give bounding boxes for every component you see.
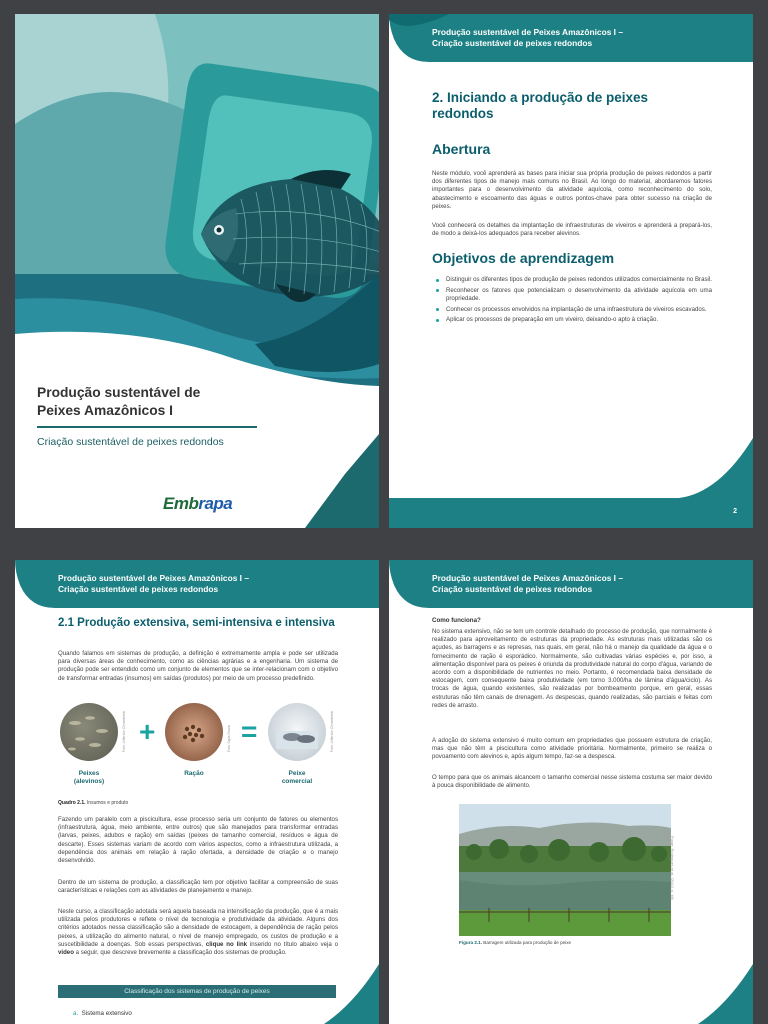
objective-item: Conhecer os processos envolvidos na implantação de uma infraestrutura de viveiros escavados. xyxy=(432,306,712,314)
paragraph: No sistema extensivo, não se tem um controle detalhado do processo de produção, que normalmente é realizado para aproveitamento de estruturas da propriedade. As estruturas mais utilizadas são os açudes, as barragens e as represas, nas quais, em geral, não há o manejo da qualidade da água e o fornecimento de ração é esporádico. Normalmente, são cultivadas várias espécies e, por isso, a alimentação disponível para os peixes é oriunda da produtividade natural do corpo d'água, variando de acordo com a disponibilidade de nutrientes no meio. Portanto, é recomendada baixa densidade de estocagem, com consequente baixa produtividade (em torno 3.000/ha de lâmina d'água/ciclo). As trocas de água, quando existentes, são realizadas por bombeamento porque, em geral, essas estruturas não têm canais de drenagem. As despescas, quando realizadas, são parciais e feitas com redes de arrasto. xyxy=(432,628,712,709)
commercial-fish-image xyxy=(268,703,326,761)
header-line2: Criação sustentável de peixes redondos xyxy=(432,37,593,48)
paragraph-text: Neste curso, a classificação adotada será aquela baseada na intensificação da produção, que é a mais utilizada pelos produtores e reflete o nível de tecnologia e produtividade da atividade. Alguns dos critérios adotados nessa classificação são a densidade de estocagem, a dependência de ração pelos peixes, a utilização do alimento natural, o nível de manejo empregado, os custos de produção e a suscetibilidade a doenças. Sob essas perspectivas, xyxy=(58,908,338,948)
list-item xyxy=(73,1010,132,1017)
footer-corner xyxy=(673,964,753,1024)
paragraph: A adoção do sistema extensivo é muito comum em propriedades que possuem estrutura de criação, mas que não têm a piscicultura como atividade prioritária. Normalmente, primeiro se realiza o povoamento com alevinos e, após algum tempo, faz-se a despesca. xyxy=(432,737,712,761)
objective-item: Reconhecer os fatores que potencializam o desenvolvimento da atividade aquícola em uma propriedade. xyxy=(432,287,712,303)
dam-photo xyxy=(459,804,671,936)
fingerlings-image xyxy=(60,703,118,761)
commercial-fish-label xyxy=(273,770,321,786)
label-line: comercial xyxy=(281,778,313,785)
paragraph: Quando falamos em sistemas de produção, a definição é extremamente ampla e pode ser utilizada para diversas áreas de conhecimento, como as ciências agrárias e a engenharia. Um sistema de produção pode ser entendido como um conjunto de elementos que se inter-relacionam com o objetivo de transformar entradas (insumos) em saídas (produtos) por meio de um processo predefinido. xyxy=(58,650,338,682)
header-text xyxy=(432,573,623,594)
header-line2: Criação sustentável de peixes redondos xyxy=(58,583,219,594)
cover-title xyxy=(37,384,277,420)
paragraph: O tempo para que os animais alcancem o tamanho comercial nesse sistema costuma ser maior devido à pouca disponibilidade de alimento. xyxy=(432,774,712,790)
header-line1: Produção sustentável de Peixes Amazônicos I – xyxy=(58,573,249,583)
paragraph-text: a seguir, que descreve brevemente a classificação dos sistemas de produção. xyxy=(75,949,287,957)
cover-subtitle: Criação sustentável de peixes redondos xyxy=(37,436,224,448)
cover-title-line2: Peixes Amazônicos I xyxy=(37,403,173,418)
page-number: 2 xyxy=(733,508,737,515)
label-line: Peixes xyxy=(78,770,100,777)
feed-label: Ração xyxy=(184,770,204,777)
header-text xyxy=(432,27,623,48)
video-text: vídeo xyxy=(58,949,74,957)
label-line: Peixe xyxy=(288,770,306,777)
paragraph: Neste módulo, você aprenderá as bases para iniciar sua própria produção de peixes redondos a partir dos diferentes tipos de manejo mais comuns no Brasil. Ao longo do material, abordaremos fatores importantes para o desenvolvimento da atividade aquícola, como reconhecimento do solo, abastecimento e escoamento das águas e outros pontos-chave para obter sucesso na criação de peixes. xyxy=(432,170,712,210)
paragraph: Dentro de um sistema de produção, a classificação tem por objetivo facilitar a compreensão de suas características e relações com as atividades de planejamento e manejo. xyxy=(58,879,338,895)
objectives-list xyxy=(432,276,712,327)
fish-illustration xyxy=(181,144,379,304)
caption-text: Insumos e produto xyxy=(86,800,129,806)
fingerlings-photo xyxy=(60,703,118,761)
caption-label: Quadro 2.1. xyxy=(58,800,86,806)
footer-corner xyxy=(389,438,753,528)
equals-sign: = xyxy=(241,716,258,747)
classification-link-bar[interactable]: Classificação dos sistemas de produção de peixes xyxy=(58,985,336,998)
paragraph: Você conhecerá os detalhes da implantação de infraestruturas de viveiros e aprenderá a prepará-los, de modo a deixá-los adequados para receber alevinos. xyxy=(432,222,712,238)
embrapa-logo xyxy=(163,494,232,514)
header-line1: Produção sustentável de Peixes Amazônicos I – xyxy=(432,573,623,583)
paragraph: Fazendo um paralelo com a piscicultura, esse processo seria um conjunto de fatores ou elementos (infraestrutura, água, meio ambiente, entre outros) que são manejados para transformar entradas (larvas, peixes, adubos e ração) em saídas (peixes de tamanho comercial, resíduos e água de descarte). Esses sistemas variam de acordo com vários aspectos, como a infraestrutura utilizada, a dependência dos animais em relação à ração ofertada, a densidade de criação e o manejo desenvolvido. xyxy=(58,816,338,865)
feed-photo xyxy=(165,703,223,761)
paragraph-text: inserido no título abaixo veja o xyxy=(249,940,338,948)
page-4 xyxy=(389,560,753,1024)
list-item-text: Sistema extensivo xyxy=(81,1010,132,1017)
objective-item: Aplicar os processos de preparação em um viveiro, deixando-o apto à criação. xyxy=(432,316,712,324)
page-3 xyxy=(15,560,379,1024)
page-header xyxy=(389,14,753,66)
figure-caption xyxy=(459,940,571,945)
header-line2: Criação sustentável de peixes redondos xyxy=(432,583,593,594)
objective-item: Distinguir os diferentes tipos de produção de peixes redondos utilizados comercialmente no Brasil. xyxy=(432,276,712,284)
photo-credit: Fonte: Rodrigues et al. (2013, p. 69) xyxy=(670,836,675,901)
caption-text: Barragem utilizada para produção de peixe xyxy=(483,940,572,945)
photo-credit: Foto: Jefferson Christofoletti xyxy=(330,710,334,752)
page-header xyxy=(15,560,379,612)
feed-image xyxy=(165,703,223,761)
section-heading-abertura: Abertura xyxy=(432,141,491,157)
commercial-fish-photo xyxy=(268,703,326,761)
cover-title-line1: Produção sustentável de xyxy=(37,385,201,400)
fingerlings-label xyxy=(65,770,113,786)
page-header xyxy=(389,560,753,612)
caption-label: Figura 2.1. xyxy=(459,940,482,945)
header-text xyxy=(58,573,249,594)
question-heading: Como funciona? xyxy=(432,617,481,624)
section-heading: 2.1 Produção extensiva, semi-intensiva e intensiva xyxy=(58,617,335,629)
footer-corner xyxy=(299,964,379,1024)
logo-part1: Emb xyxy=(163,494,199,513)
chapter-heading: 2. Iniciando a produção de peixes redondos xyxy=(432,90,649,121)
logo-part2: rapa xyxy=(198,494,233,513)
header-line1: Produção sustentável de Peixes Amazônicos I – xyxy=(432,27,623,37)
list-letter: a. xyxy=(73,1010,79,1017)
label-line: (alevinos) xyxy=(73,778,105,785)
cover-divider xyxy=(37,426,257,428)
link-text[interactable]: clique no link xyxy=(205,940,248,948)
page-2 xyxy=(389,14,753,528)
photo-credit: Foto: Siglia Souza xyxy=(227,725,231,752)
figure-caption xyxy=(58,800,128,806)
dam-landscape-image xyxy=(459,804,671,936)
section-heading-objetivos: Objetivos de aprendizagem xyxy=(432,250,615,266)
cover-page xyxy=(15,14,379,528)
photo-credit: Foto: Jefferson Christofoletti xyxy=(122,710,126,752)
paragraph xyxy=(58,908,338,957)
plus-sign: + xyxy=(139,716,156,747)
